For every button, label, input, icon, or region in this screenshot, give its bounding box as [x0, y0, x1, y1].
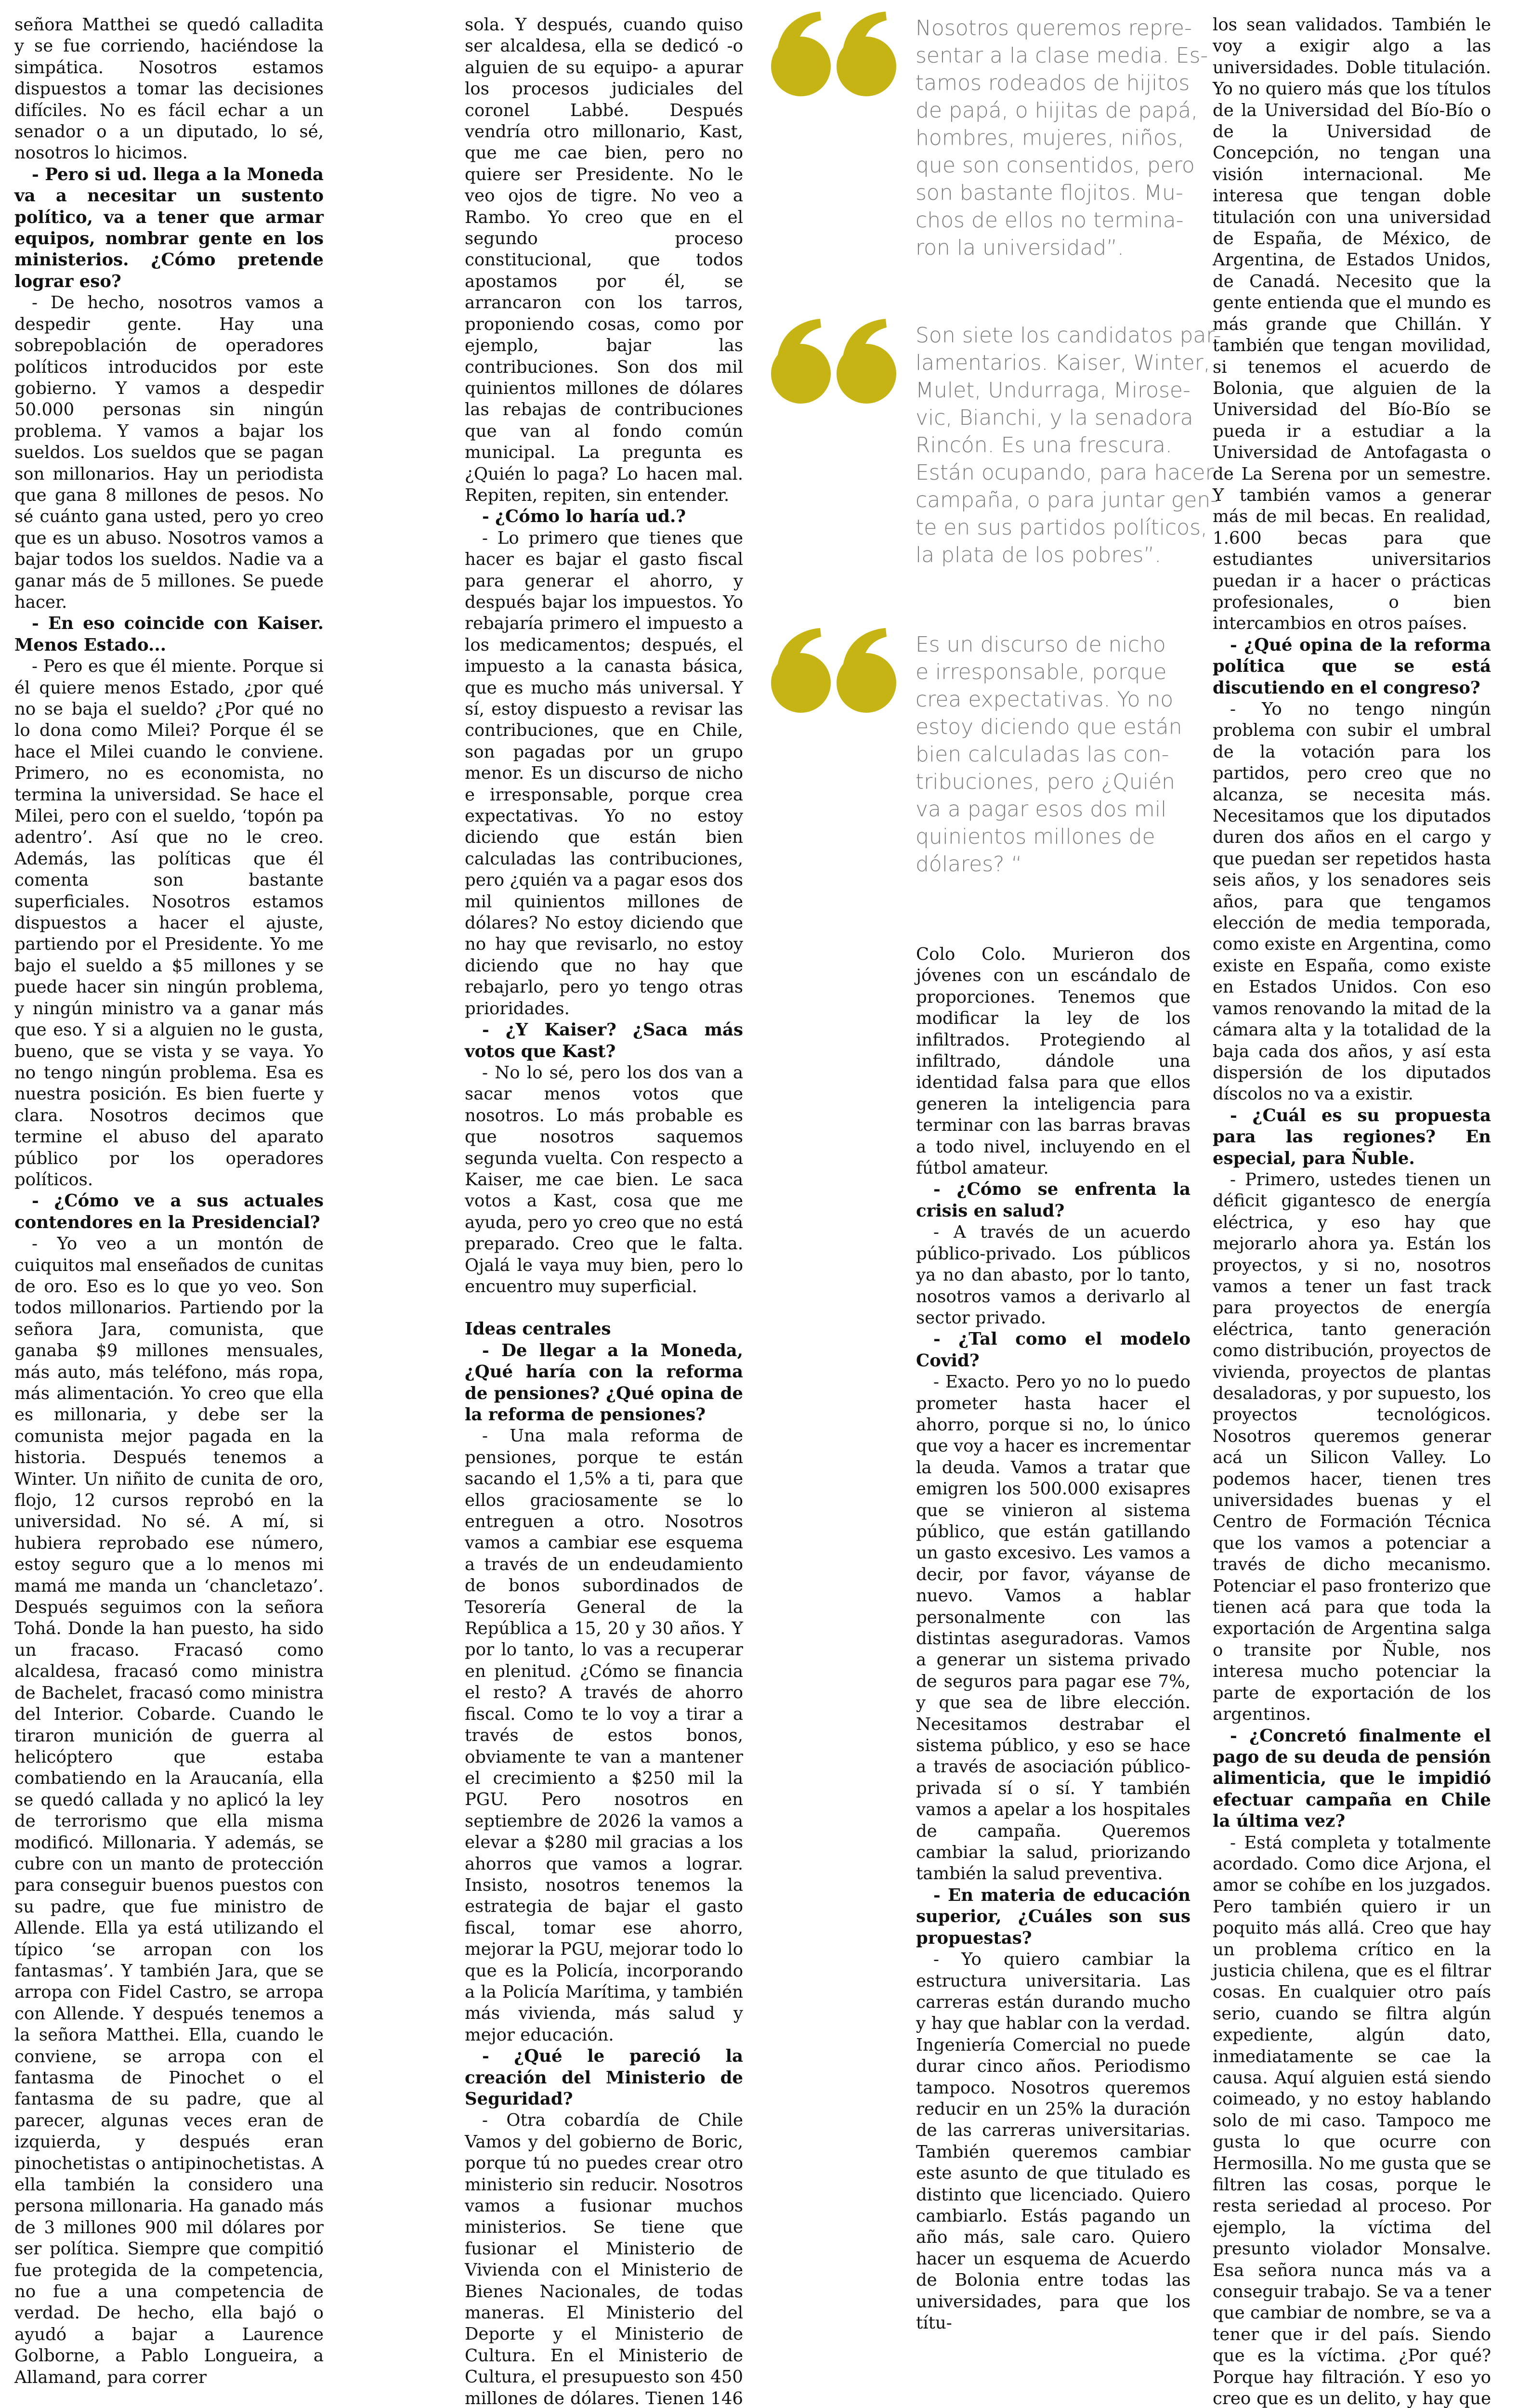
paragraph: sola. Y después, cuando quiso ser alcaldesa, ella se dedicó -o alguien de su equipo- a apurar los procesos judiciales del coronel Labbé. Después vendría otro millonario, Kast, que me cae bien, pero no quiere ser Presidente. No le veo ojos de tigre. No veo a Rambo. Yo creo que en el segundo proceso constitucional, que todos apostamos por él, se arrancaron con los tarros, proponiendo cosas, como por ejemplo, bajar las contribuciones. Son dos mil quinientos millones de dólares las rebajas de contribuciones que van al fondo común municipal. La pregunta es ¿Quién lo paga? Lo hacen mal. Repiten, repiten, sin entender.	[465, 15, 743, 505]
interview-question: - De llegar a la Moneda, ¿Qué haría con la reforma de pensiones? ¿Qué opina de la reforma de pensiones?	[465, 1340, 743, 1425]
interview-question: - ¿Cómo ve a sus actuales contendores en la Presidencial?	[14, 1191, 324, 1232]
paragraph: - Está completa y totalmente acordado. Como dice Arjona, el amor se cohíbe en los juzgados. Pero también quiero ir un poquito más allá. Creo que hay un problema crítico en la justicia chilena, que es el filtrar cosas. En cualquier otro país serio, cuando se filtra algún expediente, algún dato, inmediatamente se cae la causa. Aquí alguien está siendo coimeado, y no estoy hablando solo de mi caso. Tampoco me gusta lo que ocurre con Hermosilla. No me gusta que se filtren las cosas, porque le resta seriedad al proceso. Por ejemplo, la víctima del presunto violador Monsalve. Esa señora nunca más va a conseguir trabajo. Se va a tener que cambiar de nombre, se va a tener que ir del país. Siendo que es la víctima. ¿Por qué? Porque hay filtración. Y eso yo creo que es un delito, y hay que	[1213, 1832, 1491, 2408]
pull-quote-text: Son siete los candidatos par- lamentarios. Kaiser, Winter, Mulet, Undurraga, Mirose- vic, Bianchi, y la senadora Rincón. Es una frescura. Están ocupando, para hacer campaña, o para juntar gen- te en sus partidos políticos, la plata de los pobres”.	[916, 323, 1221, 567]
quote-mark-icon	[763, 626, 903, 722]
quote-mark-icon	[763, 10, 903, 106]
interview-question: - ¿Cómo lo haría ud.?	[482, 507, 686, 527]
paragraph: - Otra cobardía de Chile Vamos y del gobierno de Boric, porque tú no puedes crear otro ministerio sin reducir. Nosotros vamos a fusionar muchos ministerios. Se tiene que fusionar el Ministerio de Vivienda con el Ministerio de Bienes Nacionales, de todas maneras. El Ministerio del Deporte y el Ministerio de Cultura. En el Ministerio de Cultura, el presupuesto son 450 millones de dólares. Tienen 146	[465, 2110, 743, 2408]
article-column-2	[465, 14, 743, 2408]
paragraph: - Yo veo a un montón de cuiquitos mal enseñados de cunitas de oro. Eso es lo que yo veo. Son todos millonarios. Partiendo por la señora Jara, comunista, que ganaba $9 millones mensuales, más auto, más teléfono, más ropa, más alimentación. Yo creo que ella es millonaria, y debe ser la comunista mejor pagada en la historia. Después tenemos a Winter. Un niñito de cunita de oro, flojo, 12 cursos reprobó en la universidad. No sé. A mí, si hubiera reprobado ese número, estoy seguro que a lo menos mi mamá me manda un ‘chancletazo’. Después seguimos con la señora Tohá. Donde la han puesto, ha sido un fracaso. Fracasó como alcaldesa, fracasó como ministra de Bachelet, fracasó como ministra del Interior. Cobarde. Cuando le tiraron munición de guerra al helicóptero que estaba combatiendo en la Araucanía, ella se quedó callada y no aplicó la ley de terrorismo que ella misma modificó. Millonaria. Y además, se cubre con un manto de protección para conseguir buenos puestos con su padre, que fue ministro de Allende. Ella ya está utilizando el típico ‘se arropan con los fantasmas’. Y también Jara, que se arropa con Fidel Castro, se arropa con Allende. Y después tenemos a la señora Matthei. Ella, cuando le conviene, se arropa con el fantasma de Pinochet o el fantasma de su padre, que al parecer, algunas veces eran de izquierda, y después eran pinochetistas o antipinochetistas. A ella también la considero una persona millonaria. Ha ganado más de 3 millones 900 mil dólares por ser política. Siempre que compitió fue protegida de la competencia, no fue a una competencia de verdad. De hecho, ella bajó o ayudó a bajar a Laurence Golborne, a Pablo Longueira, a Allamand, para correr	[14, 1234, 324, 2387]
paragraph: los sean validados. También le voy a exigir algo a las universidades. Doble titulación. Yo no quiero más que los títulos de la Universidad del Bío-Bío o de la Universidad de Concepción, no tengan una visión internacional. Me interesa que tengan doble titulación con una universidad de España, de México, de Argentina, de Estados Unidos, de Canadá. Necesito que la gente entienda que el mundo es más grande que Chillán. Y también que tengan movilidad, si tenemos el acuerdo de Bolonia, que alguien de la Universidad del Bío-Bío se pueda ir a estudiar a la Universidad de Antofagasta o de La Serena por un semestre. Y también vamos a generar más de mil becas. En realidad, 1.600 becas para que estudiantes universitarios puedan ir a hacer o prácticas profesionales, o bien intercambios en otros países.	[1213, 15, 1491, 634]
interview-question: - ¿Tal como el modelo Covid?	[916, 1329, 1191, 1371]
interview-question: - ¿Concretó finalmente el pago de su deuda de pensión alimenticia, que le impidió efectuar campaña en Chile la última vez?	[1213, 1726, 1491, 1832]
interview-question: - En eso coincide con Kaiser. Menos Estado...	[14, 614, 324, 655]
paragraph: - Primero, ustedes tienen un déficit gigantesco de energía eléctrica, y eso hay que mejorarlo ahora ya. Están los proyectos, y si no, nosotros vamos a tener un fast track para proyectos de energía eléctrica, tanto generación como distribución, proyectos de vivienda, proyectos de plantas desaladoras, y por supuesto, los proyectos tecnológicos. Nosotros queremos generar acá un Silicon Valley. Lo podemos hacer, tienen tres universidades buenas y el Centro de Formación Técnica que los vamos a potenciar a través de dicho mecanismo. Potenciar el paso fronterizo que tienen acá para que toda la exportación de Argentina salga o transite por Ñuble, nos interesa mucho potenciar la parte de exportación de los argentinos.	[1213, 1169, 1491, 1725]
paragraph: Colo Colo. Murieron dos jóvenes con un escándalo de proporciones. Tenemos que modificar la ley de los infiltrados. Protegiendo al infiltrado, dándole una identidad falsa para que ellos generen la inteligencia para terminar con las barras bravas a todo nivel, incluyendo en el fútbol amateur.	[916, 944, 1191, 1178]
paragraph: - Yo quiero cambiar la estructura universitaria. Las carreras están durando mucho y hay que hablar con la verdad. Ingeniería Comercial no puede durar cinco años. Periodismo tampoco. Nosotros queremos reducir en un 25% la duración de las carreras universitarias. También queremos cambiar este asunto de que titulado es distinto que licenciado. Quiero cambiarlo. Estás pagando un año más, sale caro. Quiero hacer un esquema de Acuerdo de Bolonia entre todas las universidades, para que los títu-	[916, 1950, 1191, 2333]
quote-mark-icon	[763, 317, 903, 413]
pull-quote-text: Es un discurso de nicho e irresponsable, porque crea expectativas. Yo no estoy diciendo que están bien calculadas las con- tribuciones, pero ¿Quién va a pagar esos dos mil quinientos millones de dólares? “	[916, 632, 1182, 877]
article-column-4	[1213, 14, 1491, 2408]
interview-question: - ¿Y Kaiser? ¿Saca más votos que Kast?	[465, 1020, 743, 1061]
interview-question: - ¿Cuál es su propuesta para las regiones? En especial, para Ñuble.	[1213, 1105, 1491, 1168]
interview-question: - ¿Qué opina de la reforma política que se está discutiendo en el congreso?	[1213, 635, 1491, 698]
paragraph: - Una mala reforma de pensiones, porque te están sacando el 1,5% a ti, para que ellos graciosamente se lo entreguen a otro. Nosotros vamos a cambiar ese esquema a través de un endeudamiento de bonos subordinados de Tesorería General de la República a 15, 20 y 30 años. Y por lo tanto, lo vas a recuperar en plenitud. ¿Cómo se financia el resto? A través de ahorro fiscal. Como te lo voy a tirar a través de estos bonos, obviamente te van a mantener el crecimiento a $250 mil la PGU. Pero nosotros en septiembre de 2026 la vamos a elevar a $280 mil gracias a los ahorros que vamos a lograr. Insisto, nosotros tenemos la estrategia de bajar el gasto fiscal, tomar ese ahorro, mejorar la PGU, mejorar todo lo que es la Policía, incorporando a la Policía Marítima, y también más vivienda, más salud y mejor educación.	[465, 1426, 743, 2045]
paragraph: señora Matthei se quedó calladita y se fue corriendo, haciéndose la simpática. Nosotros estamos dispuestos a tomar las decisiones difíciles. No es fácil echar a un senador o a un diputado, lo sé, nosotros lo hicimos.	[14, 15, 324, 163]
paragraph: - No lo sé, pero los dos van a sacar menos votos que nosotros. Lo más probable es que nosotros saquemos segunda vuelta. Con respecto a Kaiser, me cae bien. Le saca votos a Kast, cosa que me ayuda, pero yo creo que no está preparado. Creo que le falta. Ojalá le vaya muy bien, pero lo encuentro muy superficial.	[465, 1062, 743, 1296]
paragraph: - Exacto. Pero yo no lo puedo prometer hasta hacer el ahorro, porque si no, lo único que voy a hacer es incrementar la deuda. Vamos a tratar que emigren los 500.000 exisapres que se vinieron al sistema público, que están gatillando un gasto excesivo. Les vamos a decir, por favor, váyanse de nuevo. Vamos a hablar personalmente con las distintas aseguradoras. Vamos a generar un sistema privado de seguros para pagar ese 7%, y que sea de libre elección. Necesitamos destrabar el sistema público, y eso se hace a través de asociación público-privada sí o sí. Y también vamos a apelar a los hospitales de campaña. Queremos cambiar la salud, priorizando también la salud preventiva.	[916, 1372, 1191, 1884]
interview-question: - En materia de educación superior, ¿Cuáles son sus propuestas?	[916, 1885, 1191, 1948]
article-column-1	[14, 14, 324, 2388]
paragraph: - Pero es que él miente. Porque si él quiere menos Estado, ¿por qué no se baja el sueldo? ¿Por qué no lo dona como Milei? Porque él se hace el Milei cuando le conviene. Primero, no es economista, no termina la universidad. Se hace el Milei, pero con el sueldo, ‘topón pa adentro’. Así que no le creo. Además, las políticas que él comenta son bastante superficiales. Nosotros estamos dispuestos a hacer el ajuste, partiendo por el Presidente. Yo me bajo el sueldo a $5 millones y se puede hacer sin ningún problema, y ningún ministro va a ganar más que eso. Y si a alguien no le gusta, bueno, que se vista y se vaya. Yo no tengo ningún problema. Esa es nuestra posición. Es bien fuerte y clara. Nosotros decimos que termine el abuso del aparato público por los operadores políticos.	[14, 656, 324, 1190]
pull-quote-text: Nosotros queremos repre- sentar a la clase media. Es- tamos rodeados de hijitos de papá, o hijitas de papá, hombres, mujeres, niños, que son consentidos, pero son bastante flojitos. Mu- chos de ellos no termina- ron la universidad”.	[916, 16, 1208, 260]
paragraph: - De hecho, nosotros vamos a despedir gente. Hay una sobrepoblación de operadores políticos introducidos por este gobierno. Y vamos a despedir 50.000 personas sin ningún problema. Y vamos a bajar los sueldos. Los sueldos que se pagan son millonarios. Hay un periodista que gana 8 millones de pesos. No sé cuánto gana usted, pero yo creo que es un abuso. Nosotros vamos a bajar todos los sueldos. Nadie va a ganar más de 5 millones. Se puede hacer.	[14, 293, 324, 612]
paragraph: - A través de un acuerdo público-privado. Los públicos ya no dan abasto, por lo tanto, nosotros vamos a derivarlo al sector privado.	[916, 1222, 1191, 1328]
article-column-3	[916, 944, 1191, 2334]
interview-question: - ¿Qué le pareció la creación del Ministerio de Seguridad?	[465, 2046, 743, 2109]
paragraph: - Yo no tengo ningún problema con subir el umbral de la votación para los partidos, pero creo que no alcanza, se necesita más. Necesitamos que los diputados duren dos años en el cargo y que puedan ser repetidos hasta seis años, y los senadores seis años, para que tengamos elección de media temporada, como existe en Argentina, como existe en España, como existe en Estados Unidos. Con eso vamos renovando la mitad de la cámara alta y la totalidad de la baja cada dos años, y así esta dispersión de los diputados díscolos no va a existir.	[1213, 699, 1491, 1104]
paragraph: - Lo primero que tienes que hacer es bajar el gasto fiscal para generar el ahorro, y después bajar los impuestos. Yo rebajaría primero el impuesto a los medicamentos; después, el impuesto a la canasta básica, que es mucho más universal. Y sí, estoy dispuesto a revisar las contribuciones, que en Chile, son pagadas por un grupo menor. Es un discurso de nicho e irresponsable, porque crea expectativas. Yo no estoy diciendo que están bien calculadas las contribuciones, pero ¿quién va a pagar esos dos mil quinientos millones de dólares? No estoy diciendo que no hay que revisarlo, no estoy diciendo que no hay que rebajarlo, pero yo tengo otras prioridades.	[465, 528, 743, 1019]
interview-question: - ¿Cómo se enfrenta la crisis en salud?	[916, 1179, 1191, 1221]
interview-question: - Pero si ud. llega a la Moneda va a necesitar un sustento político, va a tener que armar equipos, nombrar gente en los ministerios. ¿Cómo pretende lograr eso?	[14, 164, 324, 291]
section-heading: Ideas centrales	[465, 1319, 611, 1339]
